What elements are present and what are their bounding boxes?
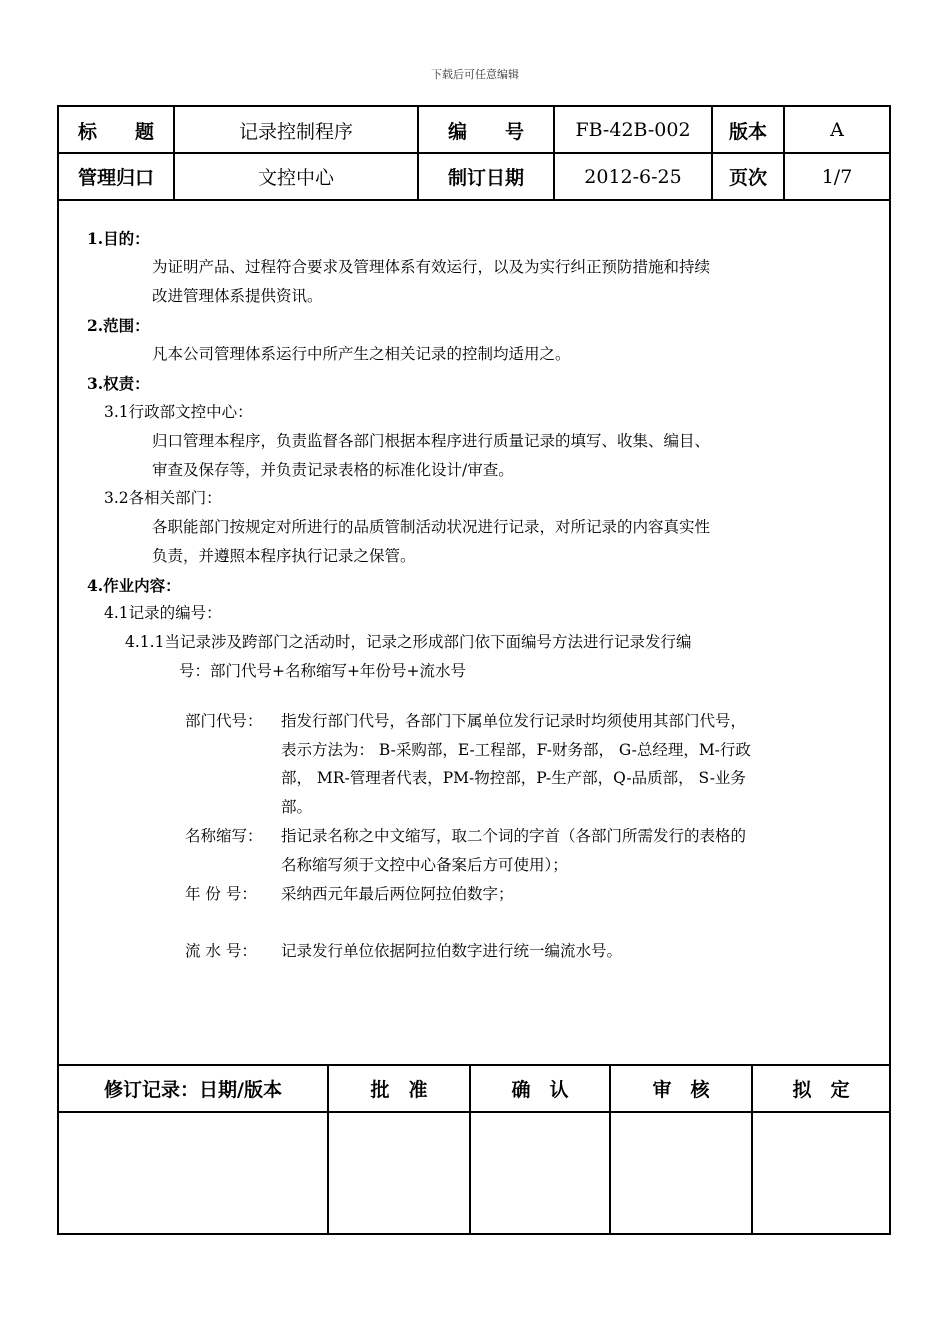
section-3-2-line-1: 各职能部门按规定对所进行的品质管制活动状况进行记录，对所记录的内容真实性 [152,518,711,536]
dept-code-line-2: 表示方法为： B-采购部，E-工程部，F-财务部， G-总经理，M-行政 [281,741,751,759]
document-owner: 文控中心 [257,167,334,189]
header-label-date: 制订日期 [447,167,524,189]
section-3-title: 3.权责： [87,374,150,393]
section-1-line-1: 为证明产品、过程符合要求及管理体系有效运行，以及为实行纠正预防措施和持续 [152,258,711,276]
section-3-1-title: 3.1行政部文控中心： [104,403,253,421]
serial-label: 流 水 号： [185,942,257,960]
draft-header: 拟 定 [792,1079,850,1101]
dept-code-line-3: 部， MR-管理者代表，PM-物控部，P-生产部，Q-品质部， S-业务 [281,769,746,787]
section-4-1-1-line-1: 4.1.1当记录涉及跨部门之活动时，记录之形成部门依下面编号方法进行记录发行编 [125,633,692,651]
section-3-2-line-2: 负责，并遵照本程序执行记录之保管。 [152,547,416,565]
approve-cell [329,1113,469,1233]
review-header: 审 核 [652,1079,710,1101]
name-abbr-label: 名称缩写： [185,827,263,845]
dept-code-line-4: 部。 [281,798,313,816]
section-4-1-title: 4.1记录的编号： [104,604,222,622]
dept-code-line-1: 指发行部门代号，各部门下属单位发行记录时均须使用其部门代号， [281,712,747,730]
section-4-1-1-line-2: 号：部门代号+名称缩写+年份号+流水号 [179,662,466,680]
section-3-1-line-2: 审查及保存等，并负责记录表格的标准化设计/审查。 [152,461,514,479]
header-divider-2 [59,199,889,201]
document-page: 1/7 [821,165,853,188]
header-label-page: 页次 [728,167,767,189]
serial-line-1: 记录发行单位依据阿拉伯数字进行统一编流水号。 [281,942,623,960]
draft-cell [753,1113,889,1233]
dept-code-label: 部门代号： [185,712,263,730]
watermark-text: 下载后可任意编辑 [431,68,519,81]
header-label-number: 编 号 [447,120,524,143]
section-3-2-title: 3.2各相关部门： [104,489,222,507]
header-label-version: 版本 [728,120,767,143]
approve-header: 批 准 [370,1079,428,1101]
header-label-owner: 管理归口 [77,167,154,189]
section-3-1-line-1: 归口管理本程序，负责监督各部门根据本程序进行质量记录的填写、收集、编目、 [152,432,711,450]
year-line-1: 采纳西元年最后两位阿拉伯数字； [281,885,514,903]
review-cell [611,1113,751,1233]
document-date: 2012-6-25 [584,165,682,188]
document-number: FB-42B-002 [575,119,691,141]
section-4-title: 4.作业内容： [87,576,181,595]
year-label: 年 份 号： [185,885,257,903]
revision-record-header: 修订记录：日期/版本 [104,1079,282,1101]
section-2-title: 2.范围： [87,316,150,335]
document-frame [57,105,891,1235]
section-1-line-2: 改进管理体系提供资讯。 [152,287,323,305]
revision-record-cell [59,1113,327,1233]
header-label-title: 标 题 [77,120,154,143]
name-abbr-line-2: 名称缩写须于文控中心备案后方可使用）； [281,856,568,874]
section-1-title: 1.目的： [87,229,150,248]
confirm-cell [471,1113,609,1233]
document-version: A [830,119,844,141]
document-title: 记录控制程序 [238,120,353,143]
name-abbr-line-1: 指记录名称之中文缩写，取二个词的字首（各部门所需发行的表格的 [281,827,747,845]
section-2-line-1: 凡本公司管理体系运行中所产生之相关记录的控制均适用之。 [152,345,571,363]
confirm-header: 确 认 [511,1079,569,1101]
